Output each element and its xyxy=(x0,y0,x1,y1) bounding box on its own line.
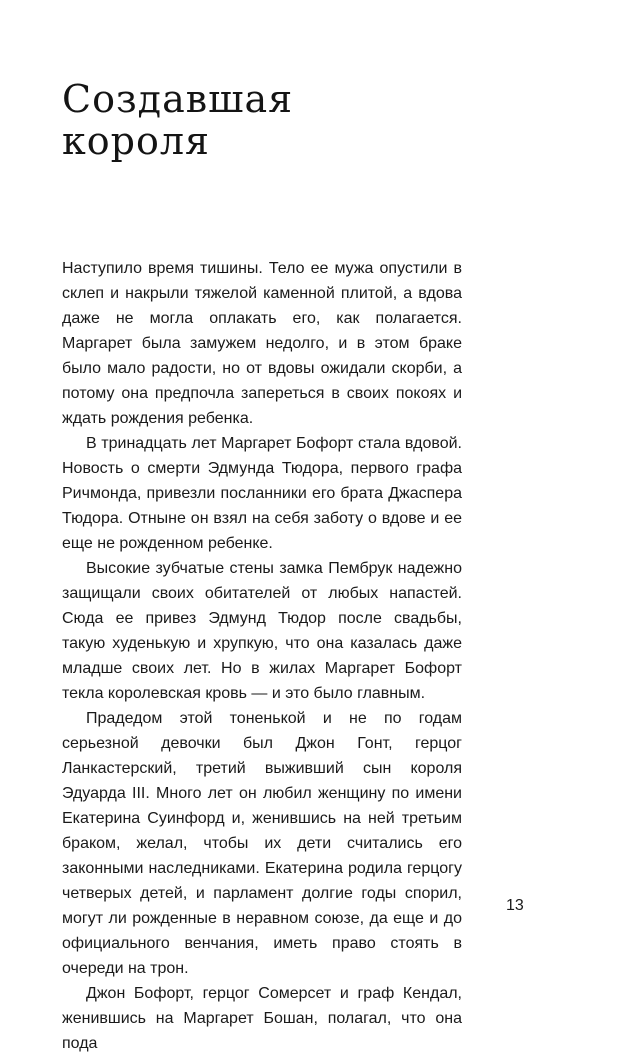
body-text xyxy=(62,256,462,1056)
paragraph-1: Наступило время тишины. Тело ее мужа опустили в склеп и накрыли тяжелой каменной плитой, а вдова даже не могла оплакать его, как полагается. Маргарет была замужем недолго, и в этом браке было мало радости, но от вдовы ожидали скорби, а потому она предпочла запереться в своих покоях и ждать рождения ребенка. xyxy=(62,260,462,427)
paragraph-4: Прадедом этой тоненькой и не по годам серьезной девочки был Джон Гонт, герцог Ланкастерский, третий выживший сын короля Эдуарда III. Много лет он любил женщину по имени Екатерина Суинфорд и, женившись на ней третьим браком, желал, чтобы их дети считались его законными наследниками. Екатерина родила герцогу четверых детей, и парламент долгие годы спорил, могут ли рожденные в неравном союзе, да еще и до официального венчания, иметь право стоять в очереди на трон. xyxy=(62,710,462,977)
paragraph-2: В тринадцать лет Маргарет Бофорт стала вдовой. Новость о смерти Эдмунда Тюдора, первого графа Ричмонда, привезли посланники его брата Джаспера Тюдора. Отныне он взял на себя заботу о вдове и ее еще не рожденном ребенке. xyxy=(62,435,462,552)
chapter-title-line-2: короля xyxy=(62,119,210,163)
page-number: 13 xyxy=(506,897,524,914)
paragraph-5: Джон Бофорт, герцог Сомерсет и граф Кендал, женившись на Маргарет Бошан, полагал, что она пода xyxy=(62,985,462,1052)
chapter-title-line-1: Создавшая xyxy=(62,77,294,121)
paragraph-3: Высокие зубчатые стены замка Пембрук надежно защищали своих обитателей от любых напастей. Сюда ее привез Эдмунд Тюдор после свадьбы, такую худенькую и хрупкую, что она казалась даже младше своих лет. Но в жилах Маргарет Бофорт текла королевская кровь — и это было главным. xyxy=(62,560,462,702)
chapter-title xyxy=(62,78,293,162)
